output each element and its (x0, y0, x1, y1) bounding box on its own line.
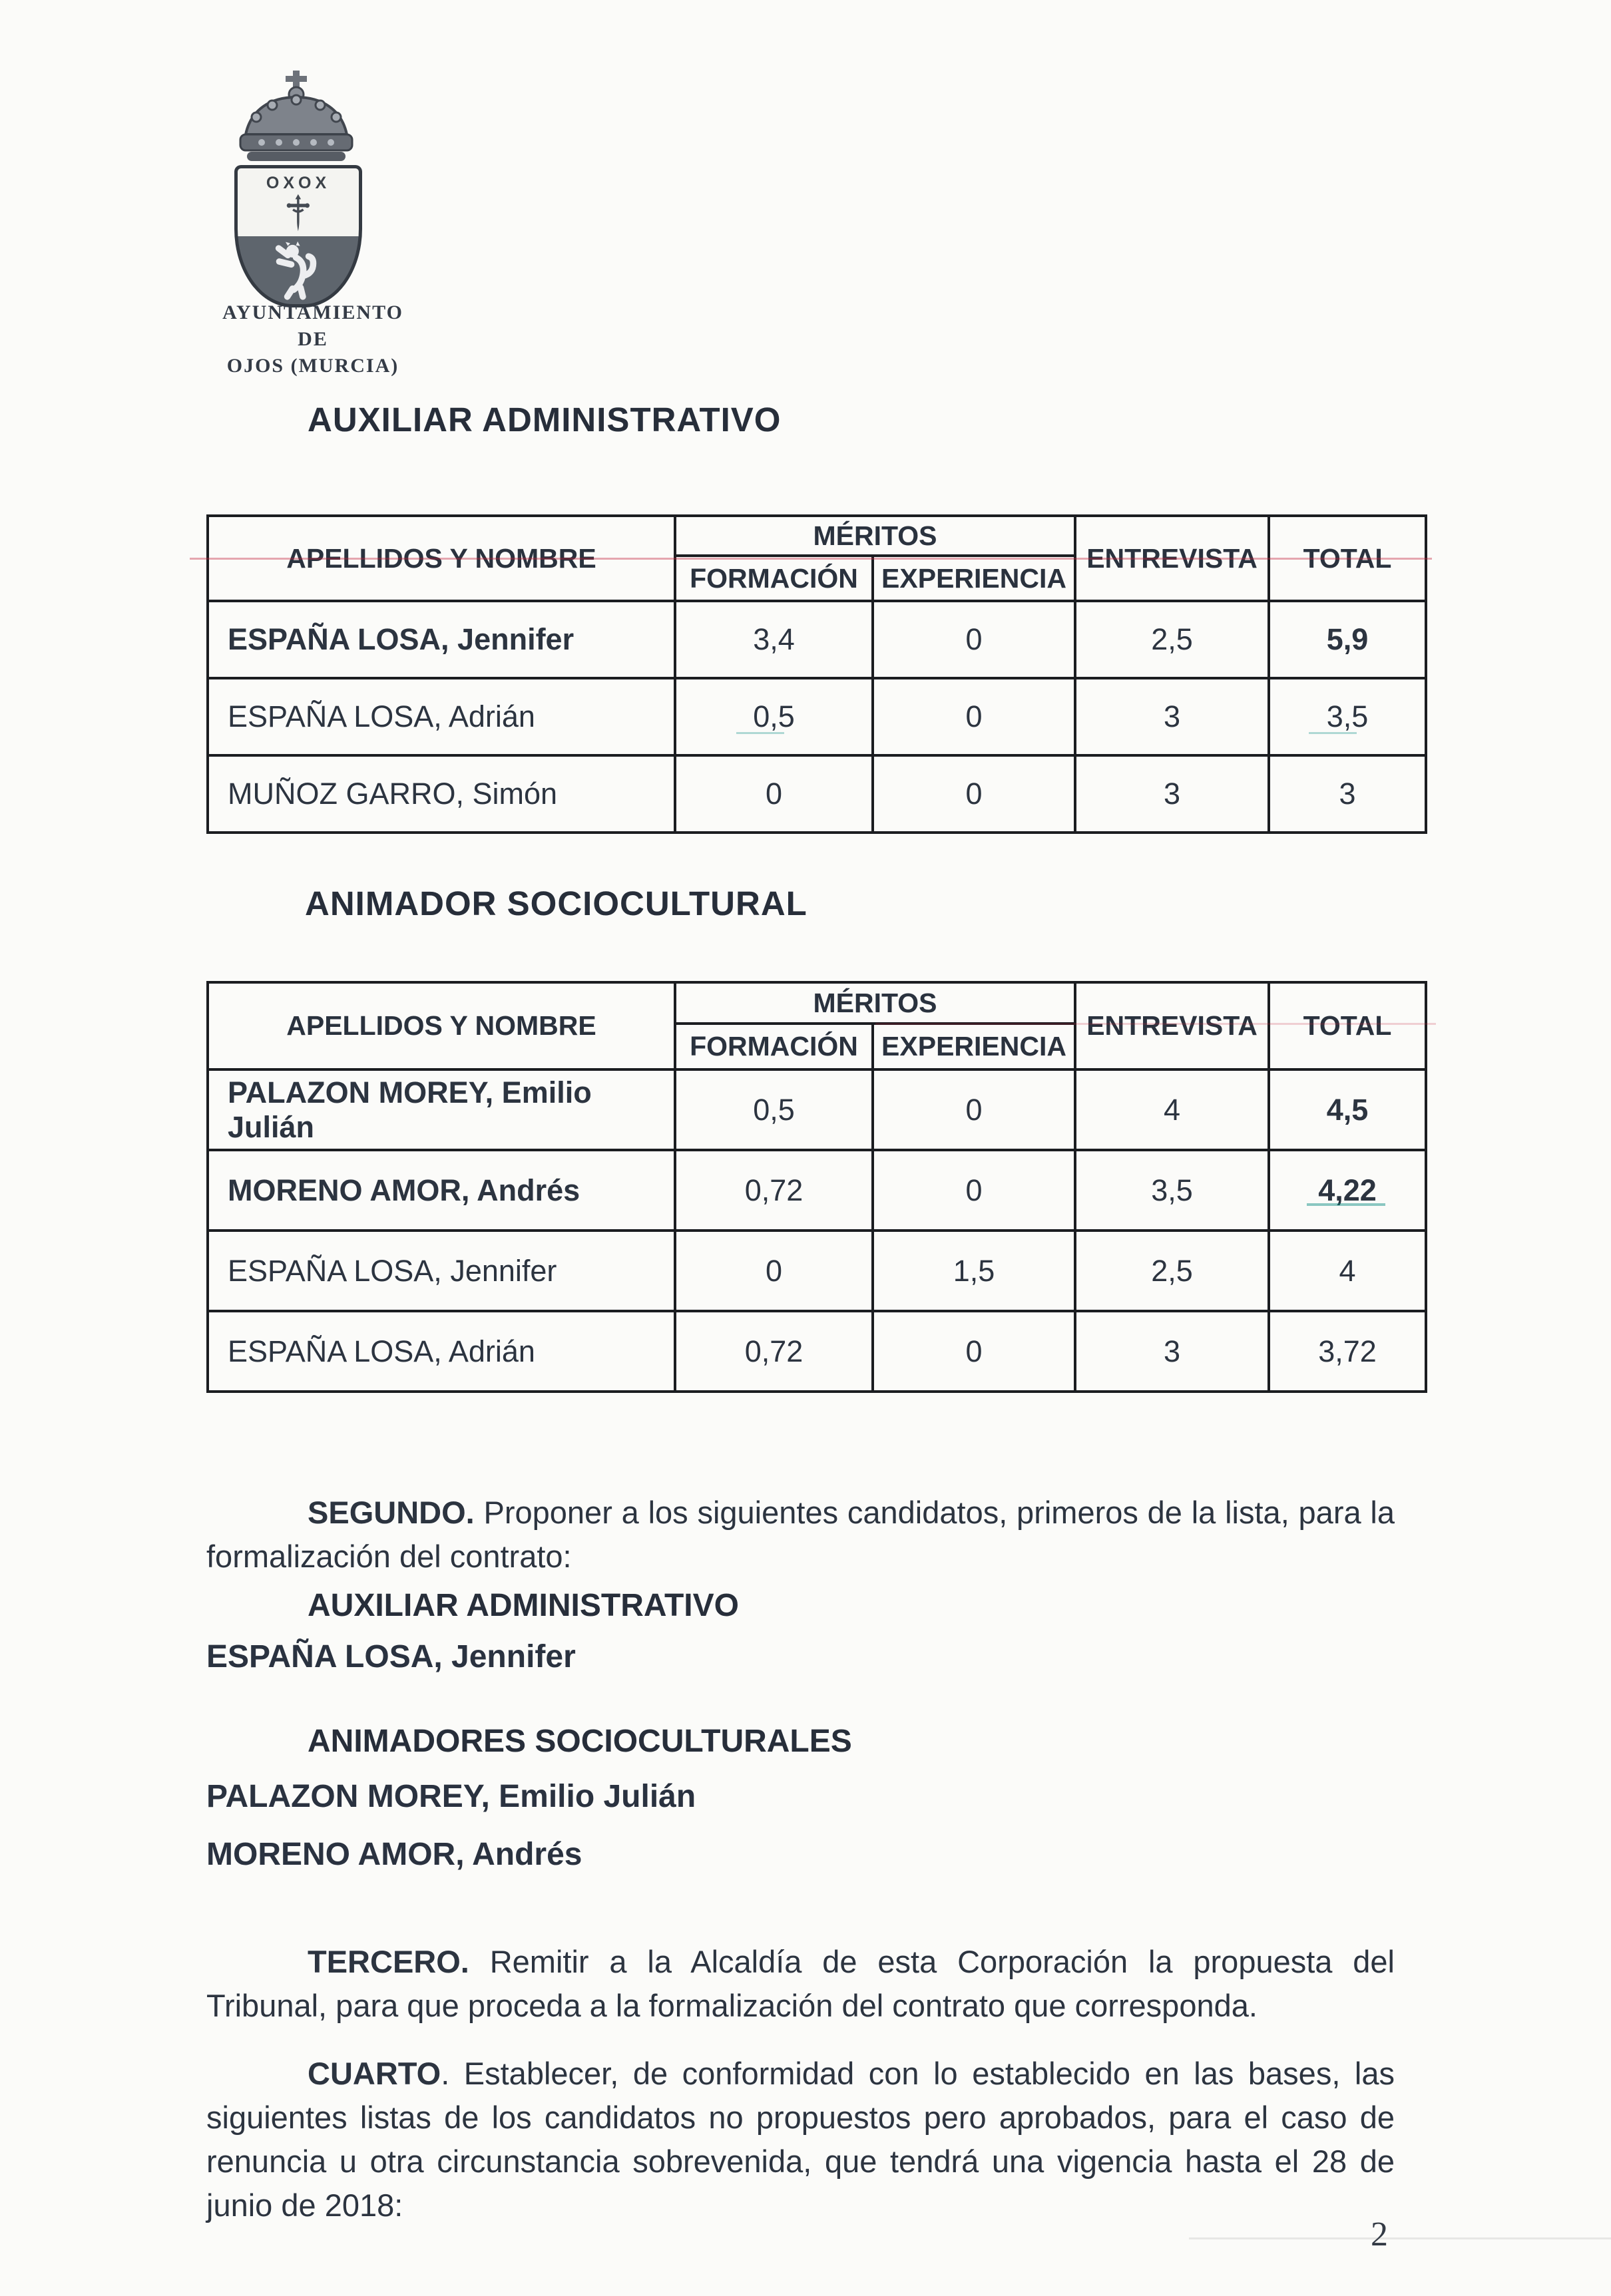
cell-total: 4,22 (1269, 1150, 1426, 1231)
cell-entrevista: 2,5 (1075, 601, 1269, 678)
cell-experiencia: 0 (873, 755, 1075, 833)
table-row (208, 678, 1426, 755)
col-header-training: FORMACIÓN (675, 556, 873, 601)
col-header-training: FORMACIÓN (675, 1024, 873, 1069)
auxiliar-scores-table (206, 514, 1427, 834)
table-row (208, 1311, 1426, 1392)
cuarto-text: . Establecer, de conformidad con lo establecido en las bases, las siguientes listas de los candidatos no propuestos pero aprobados, para el caso de renuncia u otra circunstancia sobrevenida, que tendrá una vigencia hasta el 28 de junio de 2018: (206, 2056, 1395, 2223)
table-header (208, 516, 1426, 601)
cuarto-label: CUARTO (308, 2056, 441, 2091)
table-header (208, 982, 1426, 1069)
col-header-name: APELLIDOS Y NOMBRE (208, 516, 675, 601)
tercero-text: Remitir a la Alcaldía de esta Corporación la propuesta del Tribunal, para que proceda a la formalización del contrato que corresponda. (206, 1944, 1395, 2023)
table-row (208, 1069, 1426, 1150)
col-header-interview: ENTREVISTA (1075, 516, 1269, 601)
page-number: 2 (1371, 2215, 1388, 2253)
cell-entrevista: 3 (1075, 1311, 1269, 1392)
candidate-animador-2: MORENO AMOR, Andrés (206, 1837, 582, 1872)
tercero-label: TERCERO. (308, 1944, 469, 1979)
cell-total: 4 (1269, 1231, 1426, 1311)
cell-total: 5,9 (1269, 601, 1426, 678)
cell-name: MUÑOZ GARRO, Simón (208, 755, 675, 833)
table-row (208, 755, 1426, 833)
shield-emblem (234, 165, 362, 307)
cell-total: 3,72 (1269, 1311, 1426, 1392)
cell-experiencia: 0 (873, 601, 1075, 678)
table-row (208, 1231, 1426, 1311)
animador-scores-table (206, 981, 1427, 1393)
segundo-label: SEGUNDO. (308, 1495, 475, 1530)
cell-name: ESPAÑA LOSA, Jennifer (208, 1231, 675, 1311)
cell-formacion: 0 (675, 1231, 873, 1311)
cell-total: 3 (1269, 755, 1426, 833)
col-header-merits: MÉRITOS (675, 516, 1075, 556)
col-header-total: TOTAL (1269, 516, 1426, 601)
cell-entrevista: 2,5 (1075, 1231, 1269, 1311)
col-header-interview: ENTREVISTA (1075, 982, 1269, 1069)
cell-experiencia: 0 (873, 1150, 1075, 1231)
cell-formacion: 0,5 (675, 1069, 873, 1150)
cell-formacion: 3,4 (675, 601, 873, 678)
cell-name: ESPAÑA LOSA, Adrián (208, 1311, 675, 1392)
cell-total: 3,5 (1269, 678, 1426, 755)
cell-formacion: 0,72 (675, 1311, 873, 1392)
section-title-animador: ANIMADOR SOCIOCULTURAL (305, 884, 807, 922)
org-line-1: AYUNTAMIENTO (222, 301, 403, 323)
cell-total: 4,5 (1269, 1069, 1426, 1150)
paragraph-segundo (206, 1491, 1395, 1579)
shield-motto: OXOX (266, 174, 331, 192)
paragraph-cuarto (206, 2052, 1395, 2227)
cell-experiencia: 0 (873, 1069, 1075, 1150)
col-header-merits: MÉRITOS (675, 982, 1075, 1024)
lion-rampant-icon (270, 240, 326, 300)
cell-name: MORENO AMOR, Andrés (208, 1150, 675, 1231)
cell-entrevista: 4 (1075, 1069, 1269, 1150)
cell-formacion: 0 (675, 755, 873, 833)
candidate-auxiliar: ESPAÑA LOSA, Jennifer (206, 1639, 576, 1674)
col-header-total: TOTAL (1269, 982, 1426, 1069)
org-line-3: OJOS (MURCIA) (226, 355, 399, 377)
cell-formacion: 0,72 (675, 1150, 873, 1231)
col-header-experience: EXPERIENCIA (873, 556, 1075, 601)
cell-entrevista: 3 (1075, 678, 1269, 755)
cell-name: ESPAÑA LOSA, Jennifer (208, 601, 675, 678)
cell-name: PALAZON MOREY, Emilio Julián (208, 1069, 675, 1150)
cell-name: ESPAÑA LOSA, Adrián (208, 678, 675, 755)
cell-experiencia: 1,5 (873, 1231, 1075, 1311)
cell-experiencia: 0 (873, 1311, 1075, 1392)
santiago-cross-icon (286, 193, 311, 233)
table-row (208, 1150, 1426, 1231)
org-line-2: DE (298, 328, 328, 350)
col-header-experience: EXPERIENCIA (873, 1024, 1075, 1069)
paragraph-tercero (206, 1940, 1395, 2028)
crown-icon (230, 68, 363, 166)
heading-auxiliar-administrativo: AUXILIAR ADMINISTRATIVO (308, 1588, 739, 1623)
cell-entrevista: 3 (1075, 755, 1269, 833)
segundo-text: Proponer a los siguientes candidatos, primeros de la lista, para la formalización del contrato: (206, 1495, 1395, 1574)
candidate-animador-1: PALAZON MOREY, Emilio Julián (206, 1779, 696, 1814)
heading-animadores-socioculturales: ANIMADORES SOCIOCULTURALES (308, 1724, 852, 1759)
cell-formacion: 0,5 (675, 678, 873, 755)
cell-entrevista: 3,5 (1075, 1150, 1269, 1231)
organization-name (200, 299, 426, 379)
table-row (208, 601, 1426, 678)
section-title-auxiliar: AUXILIAR ADMINISTRATIVO (308, 401, 782, 439)
cell-experiencia: 0 (873, 678, 1075, 755)
col-header-name: APELLIDOS Y NOMBRE (208, 982, 675, 1069)
scan-artifact-gray-streak (1189, 2237, 1611, 2239)
